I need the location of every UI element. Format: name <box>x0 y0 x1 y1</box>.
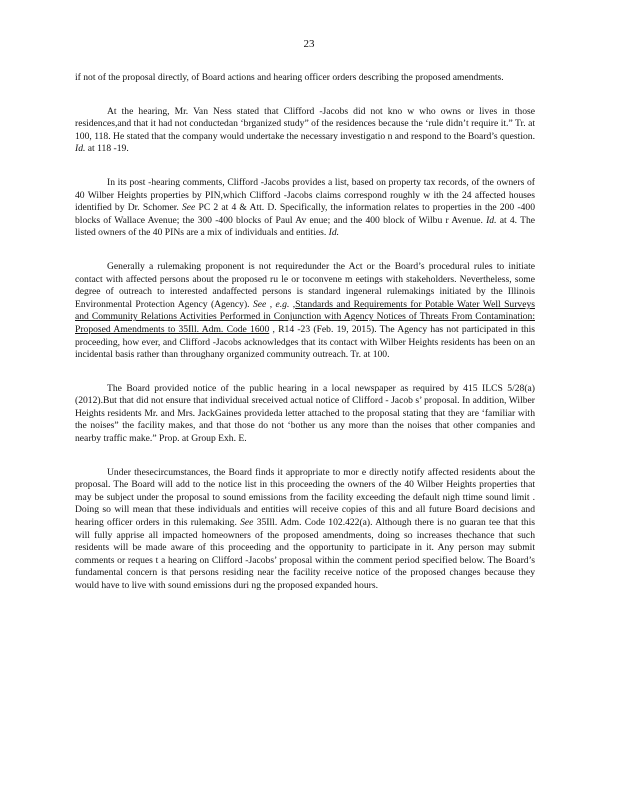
paragraph <box>75 467 535 593</box>
paragraph <box>75 177 535 240</box>
paragraph <box>75 106 535 156</box>
text-run: 35Ill. Adm. Code 102.422(a). Although there is no guaran tee that this will fully apprise all impacted homeowners of the proposed amendments, doing so increases thechance that such residents will be made aware of this proceeding and the opportunity to participate in it. Any person may submit comments or reques t a hearing on Clifford -Jacobs’ proposal within the comment period specified below. The Board’s fundamental concern is that persons residing near the facility receive notice of the proposed changes because they would have to live with sound emissions duri ng the proposed expanded hours. <box>75 517 536 591</box>
paragraph <box>75 261 535 362</box>
text-run: at 118 -19. <box>85 143 129 155</box>
citation-signal: See <box>252 298 267 310</box>
text-run: , <box>289 298 296 310</box>
text-run: PC 2 at 4 & Att. D. Specifically, the information relates to properties in the 200 -400 blocks of Wallace Avenue; the 300 -400 blocks of Paul Av enue; and the 400 block of Wilbu r Avenue. <box>75 202 535 226</box>
citation-signal: Id. <box>486 214 497 226</box>
page-number: 23 <box>303 38 315 50</box>
text-run: Under thesecircumstances, the Board finds it appropriate to mor e directly notify affected residents about the proposal. The Board will add to the notice list in this proceeding the owners of the 40 Wilber Heights properties that may be subject under the proposal to sound emissions from the facility exceeding the default nigh ttime sound limit . Doing so will mean that these individuals and entities will receive copies of this and all future Board decisions and hearing officer orders in this rulemaking. <box>75 466 535 529</box>
citation-signal: e.g. <box>275 298 290 310</box>
paragraph <box>75 383 535 446</box>
citation-signal: Id. <box>328 227 340 239</box>
body-text <box>75 72 535 614</box>
text-run: at 4. The listed owners of the 40 PINs are a mix of individuals and entities. <box>75 214 536 239</box>
text-run: The Board provided notice of the public hearing in a local newspaper as required by 415 ILCS 5/28(a) (2012).But that did not ensure that individual sreceived actual notice of Clifford - Jacob s’ proposal. In addition, Wilber Heights residents Mr. and Mrs. JackGaines provideda letter attached to the proposal stating that they are ‘familiar with the noises” the facility makes, and that those do not ‘bother us any more than the noises that other companies and nearby traffic make.” Prop. at Group Exh. E. <box>75 382 535 445</box>
citation-signal: See <box>240 517 254 529</box>
text-run: if not of the proposal directly, of Board actions and hearing officer orders describing the proposed amendments. <box>75 72 504 83</box>
citation-signal: Id. <box>75 143 86 155</box>
text-run: At the hearing, Mr. Van Ness stated that Clifford -Jacobs did not kno w who owns or lives in those residences,and that it had not conductedan ‘brganized study” of the residences because the ‘rule didn’t require it.” Tr. at 100, 118. He stated that the company would undertake the necessary investigatio n and respond to the Board’s question. <box>75 105 535 142</box>
text-run: , <box>266 298 276 310</box>
text-run: In its post -hearing comments, Clifford -Jacobs provides a list, based on property tax records, of the owners of 40 Wilber Heights properties by PIN,which Clifford -Jacobs claims correspond roughly w ith the 24 affected houses identified by Dr. Schomer. <box>75 176 535 214</box>
paragraph <box>75 72 535 85</box>
text-run: Generally a rulemaking proponent is not requiredunder the Act or the Board’s procedural rules to initiate contact with affected persons about the proposed ru le or toconvene m eetings with stakeholders. Nevertheless, some degree of outreach to interested andaffected persons is standard ingeneral rulemakings initiated by the Illinois Environmental Protection Agency (Agency). <box>75 260 535 310</box>
citation-signal: See <box>182 202 196 214</box>
text-run: , R14 -23 (Feb. 19, 2015). The Agency has not participated in this proceeding, how ever, and Clifford -Jacobs acknowledges that its contact with Wilber Heights residents has been on an incidental basis rather than throughany organized community outreach. Tr. at 100. <box>75 323 535 361</box>
case-title: Standards and Requirements for Potable Water Well Surveys and Community Relations Activities Performed in Conjunction with Agency Notices of Threats From Contamination: Proposed Amendments to 35Ill. Adm. Code 1600 <box>75 298 535 335</box>
